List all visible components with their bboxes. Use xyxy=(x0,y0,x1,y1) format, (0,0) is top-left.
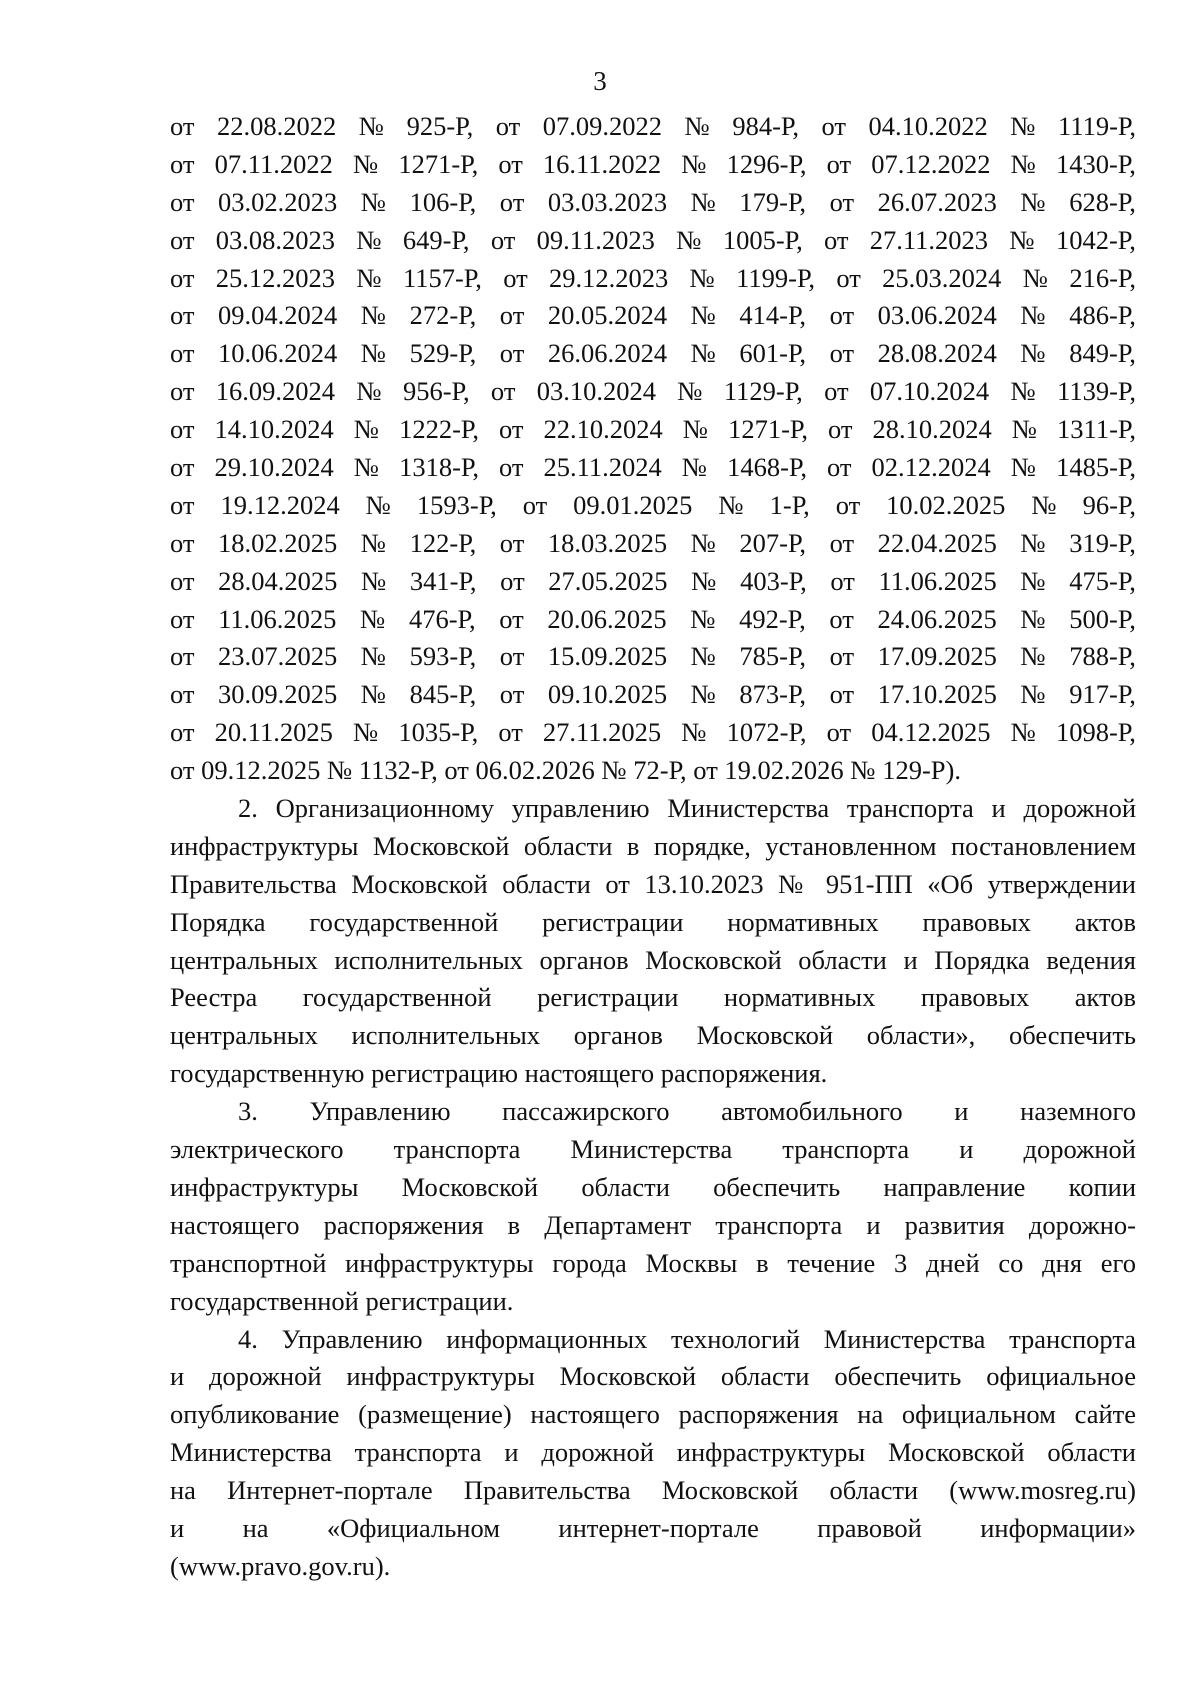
amendment-references-last-line: от 09.12.2025 № 1132-Р, от 06.02.2026 № 72-Р, от 19.02.2026 № 129-Р). xyxy=(170,755,961,786)
reference-token: № xyxy=(360,300,387,331)
reference-token: 649-Р, xyxy=(402,224,470,255)
reference-token: № xyxy=(677,376,703,407)
paragraph-4 xyxy=(170,1321,1136,1586)
amendment-reference-line xyxy=(170,222,1136,260)
reference-token: от xyxy=(826,717,852,748)
reference-token: № xyxy=(353,414,380,445)
reference-token: 628-Р, xyxy=(1069,186,1136,217)
reference-token: 25.03.2024 xyxy=(882,262,1002,293)
reference-token: от xyxy=(503,262,528,293)
reference-token: 492-Р, xyxy=(739,603,806,634)
paragraph-line: 4. Управлению информационных технологий Министерства транспорта xyxy=(238,1323,1136,1354)
paragraph-line: транспортной инфраструктуры города Москвы в течение 3 дней со дня его xyxy=(170,1247,1136,1278)
reference-token: 22.08.2022 xyxy=(217,111,337,141)
reference-token: от xyxy=(498,148,523,179)
reference-token: 04.12.2025 xyxy=(871,717,991,748)
amendment-reference-line xyxy=(170,638,1136,676)
reference-token: 319-Р, xyxy=(1069,527,1136,558)
reference-token: 207-Р, xyxy=(739,527,807,558)
reference-token: 17.09.2025 xyxy=(877,641,997,672)
reference-token: 873-Р, xyxy=(739,679,807,710)
reference-token: от xyxy=(827,414,853,445)
reference-token: 03.03.2023 xyxy=(547,186,668,217)
reference-token: № xyxy=(360,186,387,217)
amendment-reference-line xyxy=(170,108,1136,146)
reference-token: № xyxy=(690,527,716,558)
reference-token: 07.09.2022 xyxy=(542,111,662,141)
reference-token: от xyxy=(170,603,195,634)
amendment-reference-line xyxy=(170,297,1136,335)
paragraph-line: центральных исполнительных органов Московской области», обеспечить xyxy=(170,1020,1136,1051)
reference-token: № xyxy=(676,224,702,255)
reference-token: 1593-Р, xyxy=(416,489,497,520)
reference-token: 475-Р, xyxy=(1069,565,1136,596)
reference-token: № xyxy=(684,111,710,141)
paragraph-line: настоящего распоряжения в Департамент транспорта и развития дорожно- xyxy=(170,1209,1136,1240)
reference-token: от xyxy=(830,565,855,596)
reference-token: 1157-Р, xyxy=(402,262,482,293)
reference-token: от xyxy=(498,452,524,483)
reference-token: № xyxy=(360,338,387,369)
reference-token: 26.07.2023 xyxy=(877,186,997,217)
reference-token: 16.09.2024 xyxy=(215,376,336,407)
reference-token: 20.11.2025 xyxy=(214,717,333,748)
reference-token: от xyxy=(170,338,195,369)
reference-token: № xyxy=(352,148,379,179)
reference-token: от xyxy=(836,262,861,293)
reference-token: № xyxy=(690,603,716,634)
reference-token: № xyxy=(691,565,717,596)
reference-token: 476-Р, xyxy=(408,603,476,634)
reference-token: № xyxy=(1020,603,1046,634)
reference-token: от xyxy=(170,679,195,710)
reference-token: 1042-Р, xyxy=(1055,224,1136,255)
reference-token: от xyxy=(170,489,195,520)
reference-token: 25.11.2024 xyxy=(543,452,662,483)
reference-token: № xyxy=(353,452,380,483)
reference-token: 1271-Р, xyxy=(398,148,479,179)
reference-token: от xyxy=(498,414,524,445)
reference-token: 07.10.2024 xyxy=(869,376,990,407)
reference-token: от xyxy=(170,148,195,179)
reference-token: 593-Р, xyxy=(409,641,477,672)
reference-token: 1129-Р, xyxy=(723,376,803,407)
reference-token: 925-Р, xyxy=(406,111,474,141)
reference-token: № xyxy=(681,148,707,179)
reference-token: 179-Р, xyxy=(739,186,807,217)
reference-token: 15.09.2025 xyxy=(547,641,668,672)
reference-token: 28.08.2024 xyxy=(877,338,997,369)
reference-token: № xyxy=(690,186,716,217)
reference-token: № xyxy=(356,224,382,255)
reference-token: от xyxy=(170,414,195,445)
reference-token: от xyxy=(170,300,195,331)
amendment-reference-line xyxy=(170,676,1136,714)
reference-token: 601-Р, xyxy=(739,338,807,369)
reference-token: 1005-Р, xyxy=(722,224,803,255)
reference-token: № xyxy=(690,641,716,672)
reference-token: 11.06.2025 xyxy=(878,565,997,596)
reference-token: № xyxy=(690,300,716,331)
reference-token: 20.06.2025 xyxy=(547,603,667,634)
reference-token: № xyxy=(1020,300,1046,331)
amendment-reference-line xyxy=(170,601,1136,639)
reference-token: 1222-Р, xyxy=(399,414,479,445)
paragraph-line: 3. Управлению пассажирского автомобильного и наземного xyxy=(238,1096,1136,1127)
reference-token: от xyxy=(829,338,855,369)
amendment-references xyxy=(170,108,1136,752)
reference-token: № xyxy=(352,717,379,748)
reference-token: 23.07.2025 xyxy=(218,641,338,672)
reference-token: 1311-Р, xyxy=(1057,414,1136,445)
reference-token: № xyxy=(1010,111,1036,141)
reference-token: 24.06.2025 xyxy=(877,603,997,634)
reference-token: 03.06.2024 xyxy=(877,300,997,331)
reference-token: 849-Р, xyxy=(1069,338,1136,369)
reference-token: 22.04.2025 xyxy=(877,527,997,558)
paragraph-line: и дорожной инфраструктуры Московской области обеспечить официальное xyxy=(170,1361,1136,1392)
page-number: 3 xyxy=(593,66,607,96)
amendment-reference-line xyxy=(170,184,1136,222)
reference-token: № xyxy=(360,641,387,672)
reference-token: 486-Р, xyxy=(1069,300,1136,331)
amendment-reference-line xyxy=(170,525,1136,563)
reference-token: 1430-Р, xyxy=(1055,148,1136,179)
reference-token: № xyxy=(1010,376,1036,407)
reference-token: от xyxy=(829,679,855,710)
reference-token: 18.02.2025 xyxy=(218,527,338,558)
amendment-reference-line xyxy=(170,373,1136,411)
reference-token: № xyxy=(360,603,386,634)
amendment-reference-line xyxy=(170,146,1136,184)
reference-token: № xyxy=(360,527,387,558)
reference-token: № xyxy=(1010,148,1036,179)
reference-token: 1035-Р, xyxy=(398,717,479,748)
reference-token: от xyxy=(499,603,524,634)
paragraph-line: государственную регистрацию настоящего распоряжения. xyxy=(170,1058,828,1089)
reference-token: от xyxy=(829,300,855,331)
reference-token: № xyxy=(689,262,715,293)
reference-token: 788-Р, xyxy=(1069,641,1136,672)
amendment-reference-line xyxy=(170,335,1136,373)
reference-token: от xyxy=(827,452,852,483)
reference-token: от xyxy=(499,679,525,710)
reference-token: 122-Р, xyxy=(409,527,477,558)
paragraph-line: электрического транспорта Министерства транспорта и дорожной xyxy=(170,1134,1136,1165)
reference-token: 1468-Р, xyxy=(727,452,807,483)
reference-token: № xyxy=(1009,224,1035,255)
reference-token: № xyxy=(682,414,709,445)
reference-token: 1098-Р, xyxy=(1055,717,1136,748)
reference-token: № xyxy=(1020,527,1046,558)
reference-token: от xyxy=(829,527,855,558)
reference-token: 04.10.2022 xyxy=(868,111,988,141)
reference-token: 03.02.2023 xyxy=(218,186,338,217)
reference-token: 19.12.2024 xyxy=(220,489,340,520)
reference-token: 17.10.2025 xyxy=(877,679,997,710)
reference-token: 29.12.2023 xyxy=(548,262,669,293)
reference-token: от xyxy=(829,186,855,217)
reference-token: от xyxy=(821,111,846,141)
reference-token: от xyxy=(495,111,521,141)
reference-token: 11.06.2025 xyxy=(218,603,337,634)
order-paragraphs xyxy=(170,790,1136,1586)
reference-token: 27.11.2025 xyxy=(542,717,662,748)
paragraph-line: инфраструктуры Московской области в порядке, установленном постановлением xyxy=(170,830,1136,861)
reference-token: 414-Р, xyxy=(739,300,807,331)
reference-token: № xyxy=(681,717,707,748)
reference-token: от xyxy=(824,224,849,255)
reference-token: 18.03.2025 xyxy=(547,527,668,558)
reference-token: от xyxy=(522,489,548,520)
reference-token: от xyxy=(170,527,195,558)
reference-token: № xyxy=(1031,489,1057,520)
paragraph-line: Порядка государственной регистрации нормативных правовых актов xyxy=(170,906,1136,937)
reference-token: 917-Р, xyxy=(1069,679,1136,710)
paragraph-line: опубликование (размещение) настоящего распоряжения на официальном сайте xyxy=(170,1399,1136,1430)
reference-token: 845-Р, xyxy=(409,679,477,710)
reference-token: 341-Р, xyxy=(409,565,477,596)
paragraph-line: (www.pravo.gov.ru). xyxy=(170,1550,391,1581)
paragraph-line: 2. Организационному управлению Министерства транспорта и дорожной xyxy=(238,793,1136,824)
reference-token: № xyxy=(681,452,708,483)
document-body xyxy=(170,108,1136,1586)
reference-token: 1318-Р, xyxy=(399,452,479,483)
reference-token: 272-Р, xyxy=(409,300,477,331)
reference-token: от xyxy=(490,376,516,407)
reference-token: 10.02.2025 xyxy=(886,489,1006,520)
paragraph-line: Правительства Московской области от 13.10.2023 № 951-ПП «Об утверждении xyxy=(170,868,1136,899)
reference-token: от xyxy=(170,452,195,483)
reference-token: от xyxy=(826,148,852,179)
reference-token: 96-Р, xyxy=(1082,489,1136,520)
reference-token: 30.09.2025 xyxy=(218,679,338,710)
reference-token: от xyxy=(170,224,195,255)
reference-token: 28.10.2024 xyxy=(872,414,992,445)
reference-token: 09.11.2023 xyxy=(536,224,655,255)
reference-token: 1199-Р, xyxy=(736,262,816,293)
reference-token: от xyxy=(499,300,525,331)
reference-token: 1-Р, xyxy=(769,489,810,520)
reference-token: № xyxy=(1010,452,1037,483)
paragraph-line: государственной регистрации. xyxy=(170,1285,514,1316)
reference-token: 09.10.2025 xyxy=(547,679,668,710)
reference-token: 106-Р, xyxy=(409,186,477,217)
reference-token: № xyxy=(356,376,382,407)
paragraph-line: центральных исполнительных органов Московской области и Порядка ведения xyxy=(170,944,1136,975)
reference-token: 1271-Р, xyxy=(728,414,808,445)
reference-token: 1485-Р, xyxy=(1056,452,1136,483)
reference-token: от xyxy=(170,111,195,141)
reference-token: 1296-Р, xyxy=(726,148,807,179)
reference-token: от xyxy=(170,565,195,596)
reference-token: 25.12.2023 xyxy=(215,262,336,293)
reference-token: от xyxy=(829,641,855,672)
paragraph-line: Министерства транспорта и дорожной инфраструктуры Московской области xyxy=(170,1437,1136,1468)
amendment-reference-line xyxy=(170,563,1136,601)
reference-token: № xyxy=(1020,338,1046,369)
reference-token: № xyxy=(1010,717,1036,748)
reference-token: 956-Р, xyxy=(402,376,470,407)
reference-token: от xyxy=(170,641,195,672)
paragraph-line: и на «Официальном интернет-портале правовой информации» xyxy=(170,1512,1136,1543)
reference-token: 1072-Р, xyxy=(726,717,807,748)
reference-token: № xyxy=(360,679,387,710)
reference-token: 16.11.2022 xyxy=(542,148,662,179)
reference-token: № xyxy=(360,565,387,596)
reference-token: 27.05.2025 xyxy=(548,565,668,596)
reference-token: от xyxy=(170,262,195,293)
paragraph-line: на Интернет-портале Правительства Московской области (www.mosreg.ru) xyxy=(170,1475,1136,1506)
reference-token: 1119-Р, xyxy=(1058,111,1136,141)
reference-token: № xyxy=(1022,262,1049,293)
reference-token: 984-Р, xyxy=(732,111,799,141)
amendment-reference-line xyxy=(170,714,1136,752)
reference-token: 26.06.2024 xyxy=(547,338,668,369)
paragraph-line: Реестра государственной регистрации нормативных правовых актов xyxy=(170,982,1136,1013)
reference-token: от xyxy=(835,489,861,520)
reference-token: 09.04.2024 xyxy=(218,300,338,331)
amendment-reference-line xyxy=(170,260,1136,298)
reference-token: от xyxy=(490,224,516,255)
reference-token: № xyxy=(1011,414,1038,445)
reference-token: 529-Р, xyxy=(409,338,477,369)
reference-token: от xyxy=(498,717,523,748)
reference-token: от xyxy=(829,603,854,634)
amendment-reference-line xyxy=(170,449,1136,487)
reference-token: от xyxy=(170,376,195,407)
reference-token: 28.04.2025 xyxy=(218,565,338,596)
reference-token: 27.11.2023 xyxy=(869,224,989,255)
reference-token: 03.10.2024 xyxy=(536,376,656,407)
reference-token: № xyxy=(358,111,385,141)
reference-token: 500-Р, xyxy=(1069,603,1136,634)
reference-token: от xyxy=(499,338,525,369)
amendment-reference-line xyxy=(170,487,1136,525)
reference-token: № xyxy=(690,679,716,710)
reference-token: 1139-Р, xyxy=(1057,376,1136,407)
reference-token: 07.12.2022 xyxy=(871,148,991,179)
reference-token: от xyxy=(499,527,525,558)
reference-token: 03.08.2023 xyxy=(215,224,336,255)
reference-token: 02.12.2024 xyxy=(871,452,991,483)
reference-token: № xyxy=(365,489,391,520)
reference-token: № xyxy=(1020,641,1046,672)
amendment-reference-line xyxy=(170,411,1136,449)
reference-token: 07.11.2022 xyxy=(214,148,333,179)
reference-token: от xyxy=(170,186,195,217)
reference-token: 785-Р, xyxy=(739,641,807,672)
paragraph-2 xyxy=(170,790,1136,1093)
reference-token: 403-Р, xyxy=(740,565,807,596)
reference-token: от xyxy=(499,186,525,217)
reference-token: 14.10.2024 xyxy=(214,414,334,445)
reference-token: 216-Р, xyxy=(1069,262,1136,293)
reference-token: от xyxy=(170,717,195,748)
paragraph-3 xyxy=(170,1093,1136,1320)
reference-token: 09.01.2025 xyxy=(573,489,693,520)
reference-token: № xyxy=(718,489,744,520)
reference-token: от xyxy=(824,376,849,407)
reference-token: № xyxy=(1020,186,1046,217)
reference-token: от xyxy=(499,641,525,672)
reference-token: 29.10.2024 xyxy=(214,452,334,483)
reference-token: 10.06.2024 xyxy=(218,338,338,369)
reference-token: 20.05.2024 xyxy=(547,300,668,331)
reference-token: от xyxy=(500,565,525,596)
reference-token: 22.10.2024 xyxy=(543,414,663,445)
reference-token: № xyxy=(356,262,382,293)
reference-token: № xyxy=(1020,565,1046,596)
paragraph-line: инфраструктуры Московской области обеспечить направление копии xyxy=(170,1171,1136,1202)
reference-token: № xyxy=(1020,679,1046,710)
reference-token: № xyxy=(690,338,716,369)
